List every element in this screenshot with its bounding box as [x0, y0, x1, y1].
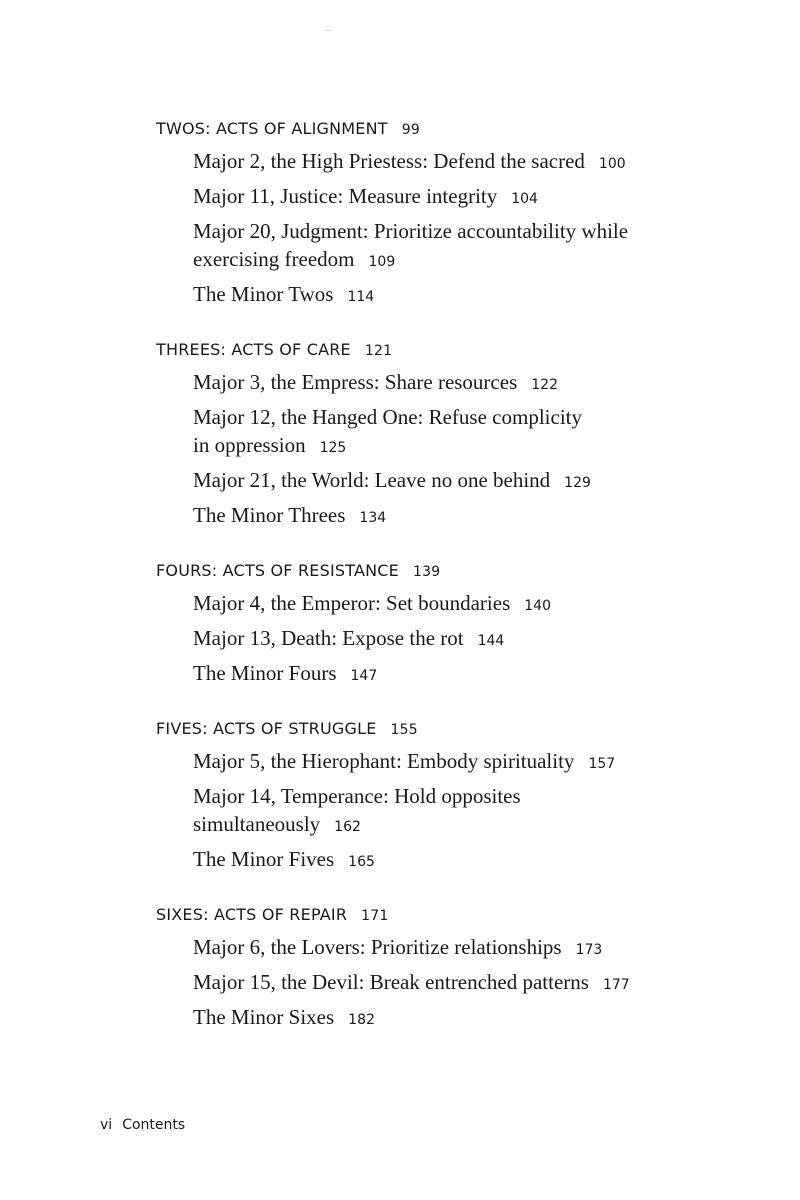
section-page-number: 139 [412, 564, 441, 580]
entry-page-number: 100 [598, 156, 626, 172]
section-page-number: 171 [361, 908, 389, 924]
entry-title: Major 2, the High Priestess: Defend the sacred [193, 149, 585, 173]
entry-page-number: 122 [531, 377, 558, 393]
toc-section-sixes [156, 902, 756, 1034]
toc-entry[interactable] [156, 1003, 633, 1034]
entry-title: Major 20, Judgment: Prioritize accountability while exercising freedom [193, 219, 629, 271]
entry-page-number: 109 [368, 254, 396, 270]
toc-entry[interactable] [156, 147, 633, 178]
toc-section-threes [156, 337, 756, 532]
section-title: THREES: ACTS OF CARE [156, 340, 351, 359]
toc-section-fives [156, 716, 756, 876]
section-page-number: 99 [401, 122, 420, 138]
entry-page-number: 147 [350, 668, 378, 684]
entry-page-number: 104 [511, 191, 538, 207]
entry-title: Major 13, Death: Expose the rot [193, 626, 464, 650]
toc-entry[interactable] [156, 782, 553, 841]
entry-page-number: 125 [319, 440, 347, 456]
toc-section-fours [156, 558, 756, 690]
entry-title: Major 12, the Hanged One: Refuse complicity in oppression [193, 405, 582, 457]
toc-entry[interactable] [156, 933, 633, 964]
toc-entry[interactable] [156, 466, 663, 497]
entry-title: The Minor Twos [193, 282, 334, 306]
toc-section-twos [156, 116, 756, 311]
entry-title: Major 21, the World: Leave no one behind [193, 468, 551, 492]
running-head: Contents [122, 1117, 186, 1133]
toc-entry[interactable] [156, 217, 633, 276]
toc-entry[interactable] [156, 501, 633, 532]
entry-title: The Minor Sixes [193, 1005, 335, 1029]
section-page-number: 155 [390, 722, 418, 738]
entry-title: Major 6, the Lovers: Prioritize relationships [193, 935, 562, 959]
entry-page-number: 114 [347, 289, 375, 305]
section-heading[interactable] [156, 902, 756, 929]
section-title: SIXES: ACTS OF REPAIR [156, 905, 348, 924]
entry-page-number: 177 [602, 977, 630, 993]
toc-entry[interactable] [156, 368, 633, 399]
top-mark [325, 30, 332, 31]
entry-page-number: 134 [359, 510, 387, 526]
entry-page-number: 157 [588, 756, 616, 772]
section-title: FIVES: ACTS OF STRUGGLE [156, 719, 377, 738]
toc-entry[interactable] [156, 659, 633, 690]
entry-page-number: 165 [348, 854, 375, 870]
section-heading[interactable] [156, 337, 756, 364]
table-of-contents [156, 116, 756, 1060]
entry-page-number: 129 [564, 475, 591, 491]
entry-page-number: 140 [524, 598, 551, 614]
toc-entry[interactable] [156, 968, 683, 999]
entry-title: The Minor Threes [193, 503, 346, 527]
toc-entry[interactable] [156, 747, 673, 778]
page-footer [100, 1117, 185, 1133]
section-page-number: 121 [364, 343, 393, 359]
toc-entry[interactable] [156, 589, 633, 620]
section-heading[interactable] [156, 716, 756, 743]
entry-title: Major 5, the Hierophant: Embody spirituality [193, 749, 575, 773]
entry-title: Major 14, Temperance: Hold opposites simultaneously [193, 784, 521, 836]
section-title: TWOS: ACTS OF ALIGNMENT [156, 119, 388, 138]
section-heading[interactable] [156, 116, 756, 143]
entry-page-number: 162 [334, 819, 361, 835]
toc-entry[interactable] [156, 845, 633, 876]
toc-entry[interactable] [156, 280, 633, 311]
page-folio: vi [100, 1117, 113, 1133]
toc-entry[interactable] [156, 403, 593, 462]
section-heading[interactable] [156, 558, 756, 585]
entry-title: The Minor Fives [193, 847, 335, 871]
toc-entry[interactable] [156, 182, 633, 213]
entry-title: The Minor Fours [193, 661, 337, 685]
entry-page-number: 173 [575, 942, 603, 958]
entry-title: Major 15, the Devil: Break entrenched patterns [193, 970, 589, 994]
entry-title: Major 11, Justice: Measure integrity [193, 184, 498, 208]
toc-entry[interactable] [156, 624, 633, 655]
entry-page-number: 144 [477, 633, 505, 649]
section-title: FOURS: ACTS OF RESISTANCE [156, 561, 399, 580]
entry-title: Major 3, the Empress: Share resources [193, 370, 518, 394]
entry-title: Major 4, the Emperor: Set boundaries [193, 591, 511, 615]
entry-page-number: 182 [348, 1012, 375, 1028]
